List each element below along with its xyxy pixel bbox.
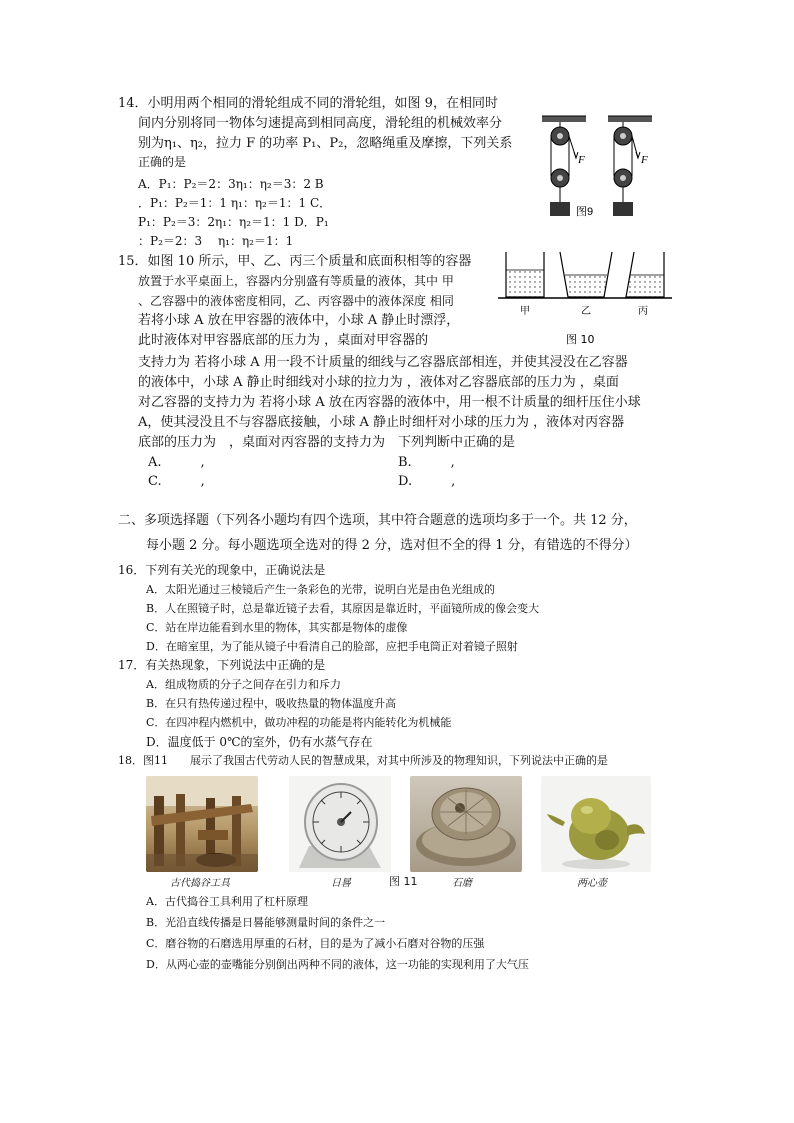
q15-option-b: B. , — [398, 455, 455, 470]
q14-line-3: 别为η₁、η₂，拉力 F 的功率 P₁、P₂，忽略绳重及摩擦，下列关系 — [138, 136, 513, 151]
q16-stem: 16．下列有关光的现象中，正确说法是 — [118, 563, 326, 577]
q17-option-a: A．组成物质的分子之间存在引力和斥力 — [146, 678, 341, 691]
q15-option-c: C. , — [148, 474, 205, 489]
q15-line-6: 支持力为 若将小球 A 用一段不计质量的细线与乙容器底部相连，并使其浸没在乙容器 — [138, 355, 628, 370]
container-label-yi: 乙 — [581, 306, 591, 317]
photo-two-heart-pot — [541, 776, 651, 872]
q16-option-a: A．太阳光通过三棱镜后产生一条彩色的光带，说明白光是由色光组成的 — [146, 583, 495, 596]
q16-option-d: D．在暗室里，为了能从镜子中看清自己的脸部，应把手电筒正对着镜子照射 — [146, 640, 518, 653]
pulley-figure-9 — [538, 114, 670, 226]
q17-option-d: D．温度低于 0℃的室外，仍有水蒸气存在 — [146, 735, 373, 749]
container-label-jia: 甲 — [520, 306, 530, 317]
q15-line-3: 、乙容器中的液体密度相同，乙、丙容器中的液体深度 相同 — [138, 294, 454, 308]
q15-option-d: D. , — [398, 474, 456, 489]
caption-sundial: 日晷 — [331, 878, 351, 889]
containers-figure-10 — [498, 250, 672, 348]
q14-line-2: 间内分别将同一物体匀速提高到相同高度，滑轮组的机械效率分 — [138, 116, 503, 131]
force-label-right: F — [641, 154, 648, 166]
q16-option-b: B．人在照镜子时，总是靠近镜子去看，其原因是靠近时，平面镜所成的像会变大 — [146, 602, 540, 615]
q14-option-line-2: ．P₁：P₂＝1：1 η₁：η₂＝1：1 C． — [138, 196, 332, 210]
q15-line-9: A，使其浸没且不与容器底接触，小球 A 静止时细杆对小球的压力为 ，液体对丙容器 — [138, 415, 625, 430]
photo-grain-pounding-tool — [146, 776, 258, 872]
q15-line-5: 此时液体对甲容器底部的压力为 ，桌面对甲容器的 — [138, 333, 429, 348]
q15-line-4: 若将小球 A 放在甲容器的液体中，小球 A 静止时漂浮， — [138, 313, 460, 328]
q15-line-1: 15．如图 10 所示，甲、乙、丙三个质量和底面积相等的容器 — [118, 254, 472, 269]
figure-9-caption: 图9 — [576, 206, 594, 218]
q17-option-c: C．在四冲程内燃机中，做功冲程的功能是将内能转化为机械能 — [146, 716, 452, 729]
caption-stone-mill: 石磨 — [452, 878, 472, 889]
q18-option-a: A．古代捣谷工具利用了杠杆原理 — [146, 895, 308, 908]
q18-option-d: D．从两心壶的壶嘴能分别倒出两种不同的液体，这一功能的实现利用了大气压 — [146, 958, 529, 971]
q15-option-a: A. , — [148, 455, 205, 470]
q15-line-2: 放置于水平桌面上，容器内分别盛有等质量的液体，其中 甲 — [138, 274, 454, 288]
q14-line-4: 正确的是 — [138, 155, 187, 169]
q18-stem: 18．图11 展示了我国古代劳动人民的智慧成果，对其中所涉及的物理知识，下列说法中正确的是 — [118, 754, 608, 767]
q16-option-c: C．站在岸边能看到水里的物体，其实都是物体的虚像 — [146, 621, 408, 634]
photo-sundial — [289, 776, 391, 872]
q14-option-line-1: A．P₁：P₂＝2：3η₁：η₂＝3：2 B — [138, 177, 324, 191]
q15-line-8: 对乙容器的支持力为 若将小球 A 放在丙容器的液体中，用一根不计质量的细杆压住小球 — [138, 395, 641, 410]
caption-two-heart-pot: 两心壶 — [577, 878, 607, 889]
q18-option-b: B．光沿直线传播是日晷能够测量时间的条件之一 — [146, 916, 386, 929]
q15-line-7: 的液体中，小球 A 静止时细线对小球的拉力为 ，液体对乙容器底部的压力为 ，桌面 — [138, 375, 619, 390]
section-2-heading-line-1: 二、多项选择题（下列各小题均有四个选项，其中符合题意的选项均多于一个。共 12 分， — [118, 513, 637, 528]
q14-option-line-3: P₁：P₂＝3：2η₁：η₂＝1：1 D．P₁ — [138, 215, 329, 229]
photo-stone-mill — [410, 776, 522, 872]
container-label-bing: 丙 — [638, 306, 648, 317]
q14-option-line-4: ：P₂＝2：3 η₁：η₂＝1：1 — [138, 234, 294, 248]
force-label-left: F — [578, 154, 585, 166]
q17-stem: 17．有关热现象，下列说法中正确的是 — [118, 658, 326, 672]
q14-line-1: 14．小明用两个相同的滑轮组成不同的滑轮组，如图 9，在相同时 — [118, 96, 498, 111]
figure-10-caption: 图 10 — [566, 333, 595, 346]
figure-11-caption: 图 11 — [389, 875, 418, 888]
q18-option-c: C．磨谷物的石磨选用厚重的石材，目的是为了减小石磨对谷物的压强 — [146, 937, 485, 950]
caption-grain-pounding-tool: 古代捣谷工具 — [170, 878, 230, 889]
q15-line-10: 底部的压力为 ，桌面对丙容器的支持力为 下列判断中正确的是 — [138, 435, 516, 450]
q17-option-b: B．在只有热传递过程中，吸收热量的物体温度升高 — [146, 697, 397, 710]
section-2-heading-line-2: 每小题 2 分。每小题选项全选对的得 2 分，选对但不全的得 1 分，有错选的不得分） — [146, 538, 638, 553]
